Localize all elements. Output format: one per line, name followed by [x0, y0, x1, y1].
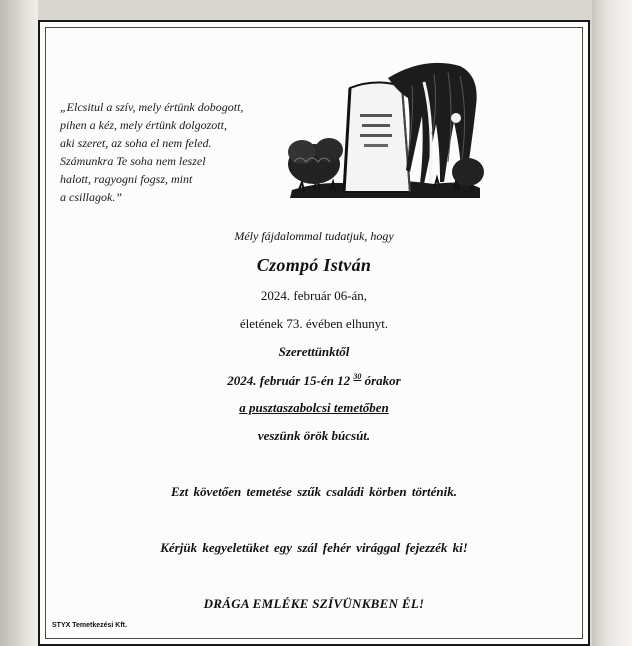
- quote-line: a csillagok.”: [60, 190, 122, 204]
- deceased-name: Czompó István: [256, 255, 372, 275]
- funeral-time-suffix: órakor: [364, 373, 401, 388]
- quote-line: aki szeret, az soha el nem feled.: [60, 136, 212, 150]
- from-line: Szerettünktől: [278, 344, 350, 359]
- quote-line: pihen a kéz, mely értünk dolgozott,: [60, 118, 227, 132]
- poem-quote: [60, 98, 300, 206]
- company-name: STYX Temetkezési Kft.: [52, 622, 127, 629]
- quote-line: „Elcsitul a szív, mely értünk dobogott,: [60, 100, 244, 114]
- funeral-place: a pusztaszabolcsi temetőben: [239, 400, 389, 415]
- after-note: Ezt követően temetése szűk családi körben történik.: [170, 484, 458, 499]
- age-line: életének 73. évében elhunyt.: [239, 316, 389, 331]
- death-date: 2024. február 06-án,: [260, 288, 368, 303]
- funeral-minutes: 30: [353, 372, 362, 381]
- obituary-notice: [38, 20, 590, 646]
- quote-line: Számunkra Te soha nem leszel: [60, 154, 206, 168]
- memorial-stone-willow-icon: [284, 52, 484, 202]
- intro-line: Mély fájdalommal tudatjuk, hogy: [234, 229, 394, 243]
- scan-right-edge: [592, 0, 632, 646]
- flower-request: Kérjük kegyeletüket egy szál fehér virággal fejezzék ki!: [160, 540, 468, 555]
- farewell-line: veszünk örök búcsút.: [257, 428, 371, 443]
- quote-line: halott, ragyogni fogsz, mint: [60, 172, 193, 186]
- scan-left-shadow: [0, 0, 38, 646]
- funeral-date-hour: 2024. február 15-én 12: [227, 373, 351, 388]
- funeral-time: [40, 372, 588, 389]
- memory-line: DRÁGA EMLÉKE SZÍVÜNKBEN ÉL!: [203, 596, 425, 611]
